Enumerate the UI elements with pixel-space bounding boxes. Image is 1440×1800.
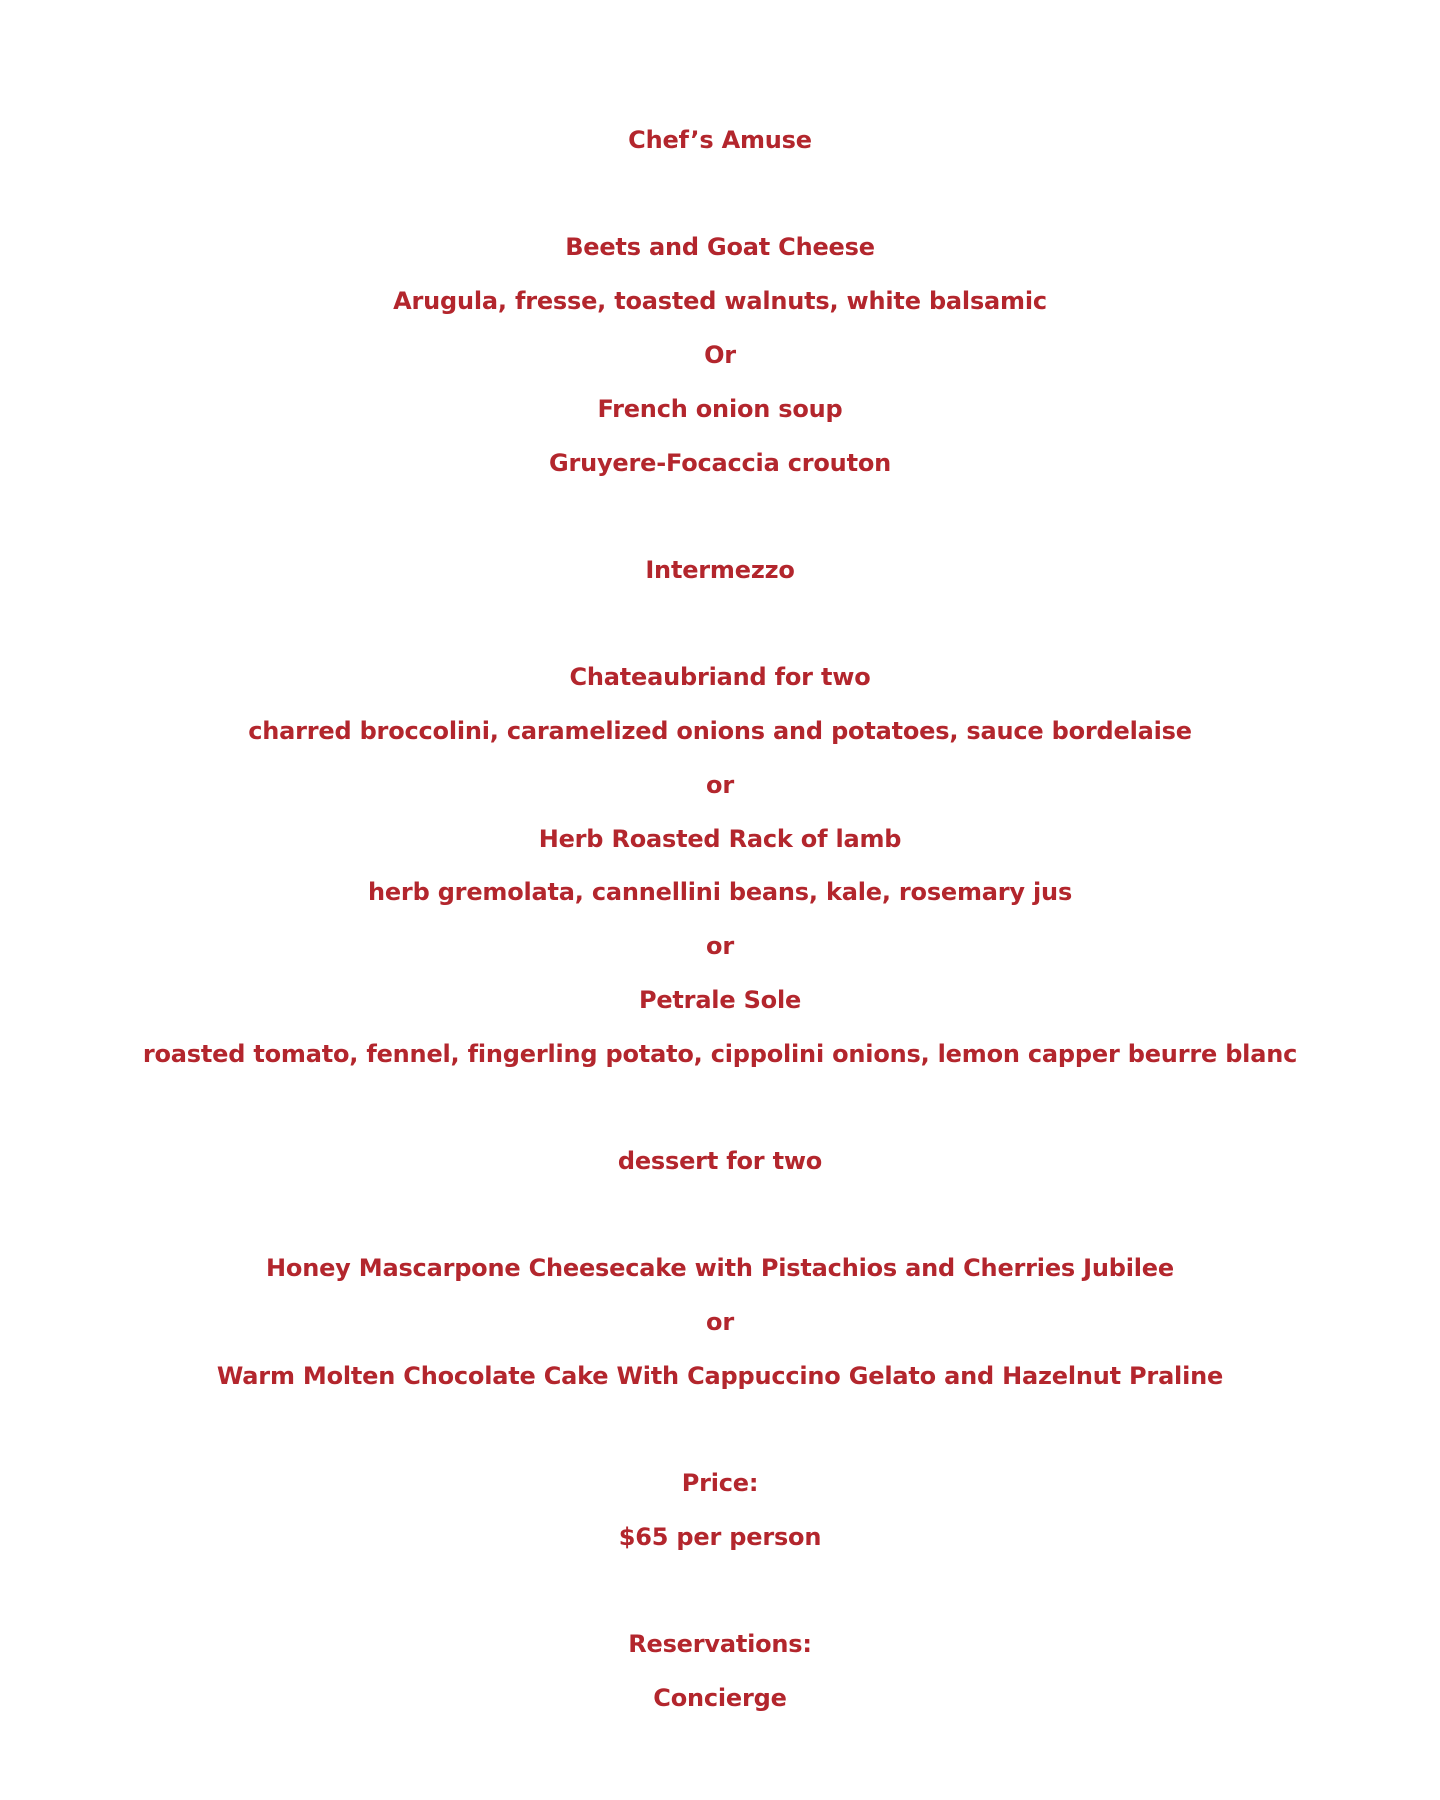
starter-1-description: Arugula, fresse, toasted walnuts, white balsamic [393, 287, 1047, 315]
dessert-or: or [706, 1308, 734, 1336]
dessert-1: Honey Mascarpone Cheesecake with Pistachios and Cherries Jubilee [266, 1254, 1174, 1282]
starter-or: Or [704, 341, 736, 369]
main-3-description: roasted tomato, fennel, fingerling potato, cippolini onions, lemon capper beurre blanc [142, 1040, 1298, 1068]
price-label: Price: [681, 1469, 759, 1497]
main-or-2: or [706, 932, 734, 960]
main-1-name: Chateaubriand for two [569, 663, 871, 691]
starter-2-description: Gruyere-Focaccia crouton [548, 449, 892, 477]
main-2-name: Herb Roasted Rack of lamb [538, 825, 902, 853]
reservations-value: Concierge [653, 1684, 787, 1712]
starter-1-name: Beets and Goat Cheese [565, 233, 875, 261]
main-2-description: herb gremolata, cannellini beans, kale, rosemary jus [367, 878, 1073, 906]
main-or-1: or [706, 771, 734, 799]
price-value: $65 per person [618, 1523, 822, 1551]
dessert-2: Warm Molten Chocolate Cake With Cappuccino Gelato and Hazelnut Praline [216, 1362, 1224, 1390]
main-1-description: charred broccolini, caramelized onions and potatoes, sauce bordelaise [248, 717, 1192, 745]
dessert-heading: dessert for two [617, 1147, 823, 1175]
amuse-heading: Chef’s Amuse [628, 126, 812, 154]
reservations-label: Reservations: [628, 1630, 812, 1658]
main-3-name: Petrale Sole [638, 986, 802, 1014]
intermezzo-heading: Intermezzo [645, 556, 795, 584]
starter-2-name: French onion soup [597, 395, 843, 423]
